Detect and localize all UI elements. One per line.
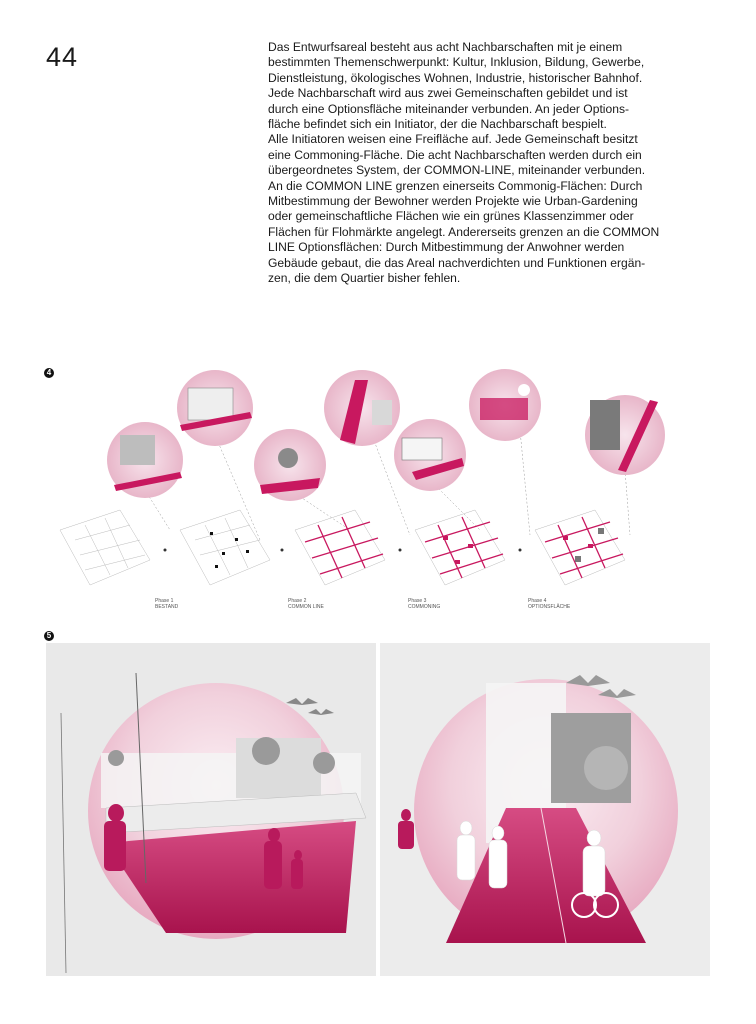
phase-label-4 bbox=[528, 598, 570, 610]
phase-label-2 bbox=[288, 598, 324, 610]
phase-4-sub: OPTIONSFLÄCHE bbox=[528, 604, 571, 610]
body-line: fläche befindet sich ein Initiator, der die Nachbarschaft bespielt. bbox=[268, 117, 607, 132]
body-line: oder gemeinschaftliche Flächen wie ein grünes Klassenzimmer oder bbox=[268, 209, 634, 224]
body-line: Mitbestimmung der Bewohner werden Projekte wie Urban-Gardening bbox=[268, 194, 638, 209]
vignette-6 bbox=[469, 369, 541, 441]
body-line: Das Entwurfsareal besteht aus acht Nachbarschaften mit je einem bbox=[268, 40, 623, 54]
phase-1-sub: BESTAND bbox=[155, 604, 179, 610]
vignette-2 bbox=[177, 370, 253, 446]
phase-3-title: Phase 3 bbox=[408, 598, 427, 604]
phase-2-title: Phase 2 bbox=[288, 598, 307, 604]
phase-3-sub: COMMONING bbox=[408, 604, 441, 610]
vignette-3 bbox=[254, 429, 326, 501]
phase-label-1 bbox=[155, 598, 178, 610]
phase-plan-1 bbox=[60, 510, 150, 585]
body-line: Flächen für Flohmärkte angelegt. Andererseits grenzen an die COMMON bbox=[268, 224, 660, 239]
body-line: übergeordnetes System, der COMMON-LINE, miteinander verbunden. bbox=[268, 163, 646, 178]
vignette-1 bbox=[107, 422, 183, 498]
body-line: LINE Optionsflächen: Durch Mitbestimmung der Anwohner werden bbox=[268, 240, 625, 255]
perspective-renderings bbox=[46, 643, 710, 976]
phase-plan-5 bbox=[535, 510, 625, 585]
body-line: zen, die dem Quartier bisher fehlen. bbox=[268, 271, 461, 286]
phase-label-3 bbox=[408, 598, 440, 610]
phase-plan-4 bbox=[415, 510, 505, 585]
body-line: Alle Initiatoren weisen eine Freifläche auf. Jede Gemeinschaft besitzt bbox=[268, 132, 638, 147]
figure-4-diagram bbox=[50, 360, 720, 622]
body-line: Dienstleistung, ökologisches Wohnen, Industrie, historischer Bahnhof. bbox=[268, 70, 643, 85]
body-line: An die COMMON LINE grenzen einerseits Commonig-Flächen: Durch bbox=[268, 178, 643, 193]
body-line: durch eine Optionsfläche miteinander verbunden. An jeder Options- bbox=[268, 101, 630, 116]
connector-lines bbox=[145, 430, 630, 540]
phase-diagram bbox=[50, 360, 720, 622]
body-text bbox=[268, 40, 718, 287]
body-line: eine Commoning-Fläche. Die acht Nachbarschaften werden durch ein bbox=[268, 147, 642, 162]
vignette-7 bbox=[585, 395, 665, 475]
phase-plan-3 bbox=[295, 510, 385, 585]
body-line: Gebäude gebaut, die das Areal nachverdichten und Funktionen ergän- bbox=[268, 255, 646, 270]
body-line: bestimmten Themenschwerpunkt: Kultur, Inklusion, Bildung, Gewerbe, bbox=[268, 55, 645, 70]
rendering-common-line bbox=[380, 643, 710, 976]
phase-4-title: Phase 4 bbox=[528, 598, 547, 604]
figure-4-badge: 4 bbox=[44, 368, 54, 378]
page-number: 44 bbox=[46, 42, 79, 72]
phase-plan-2 bbox=[180, 510, 270, 585]
body-line: Jede Nachbarschaft wird aus zwei Gemeinschaften gebildet und ist bbox=[268, 86, 628, 101]
rendering-harbour bbox=[46, 643, 376, 976]
figure-5-renderings bbox=[46, 643, 710, 976]
vignette-5 bbox=[394, 419, 466, 491]
phase-2-sub: COMMON LINE bbox=[288, 604, 324, 610]
figure-5-badge: 5 bbox=[44, 631, 54, 641]
vignette-4 bbox=[324, 370, 400, 446]
phase-1-title: Phase 1 bbox=[155, 598, 174, 604]
